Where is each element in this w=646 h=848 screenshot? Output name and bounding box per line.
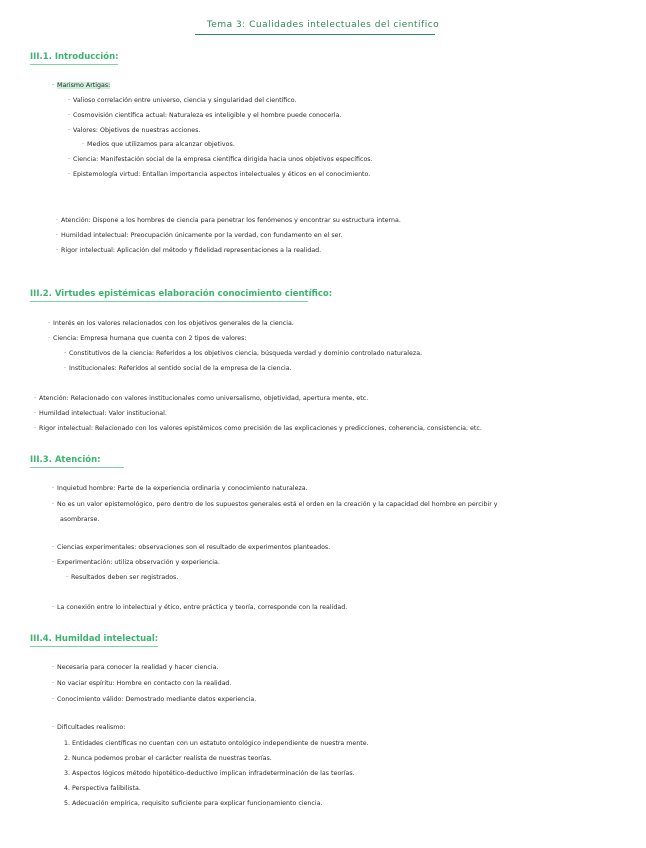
section-heading-1: III.1. Introducción: (30, 52, 119, 62)
list-item: · Humildad intelectual: Preocupación únicamente por la verdad, con fundamento en el ser. (56, 232, 343, 239)
section-underline-4 (30, 646, 158, 647)
list-item: · Experimentación: utiliza observación y experiencia. (52, 559, 220, 566)
list-item: · Cosmovisión científica actual: Naturaleza es inteligible y el hombre puede conocerla. (68, 112, 342, 119)
list-item: · Conocimiento válido: Demostrado mediante datos experiencia. (52, 696, 257, 703)
list-item: · Institucionales: Referidos al sentido social de la empresa de la ciencia. (64, 365, 292, 372)
list-item: · Humildad intelectual: Valor institucional. (34, 410, 167, 417)
section-underline-1 (30, 64, 118, 65)
list-item: · No es un valor epistemológico, pero dentro de los supuestos generales está el orden en la creación y la capacidad del hombre en percibir y (52, 501, 498, 508)
list-item: · Ciencia: Manifestación social de la empresa científica dirigida hacia unos objetivos específicos. (68, 156, 373, 163)
title-underline (195, 34, 435, 35)
list-item: · Valioso correlación entre universo, ciencia y singularidad del científico. (68, 97, 297, 104)
section-underline-3 (30, 467, 124, 468)
list-item: 3. Aspectos lógicos método hipotético-deductivo implican infradeterminación de las teorías. (64, 770, 355, 777)
section-heading-4: III.4. Humildad intelectual: (30, 634, 159, 644)
section-heading-3: III.3. Atención: (30, 455, 101, 465)
list-item: · Inquietud hombre: Parte de la experiencia ordinaria y conocimiento naturaleza. (52, 485, 308, 492)
list-item: 5. Adecuación empírica, requisito suficiente para explicar funcionamiento ciencia. (64, 800, 323, 807)
list-item: asombrarse. (60, 516, 100, 523)
list-item: · Dificultades realismo: (52, 724, 126, 731)
list-item: · Atención: Relacionado con valores institucionales como universalismo, objetividad, apertura mente, etc. (34, 395, 369, 402)
list-item: · Medios que utilizamos para alcanzar objetivos. (82, 141, 235, 148)
list-item: · La conexión entre lo intelectual y ético, entre práctica y teoría, corresponde con la realidad. (52, 604, 348, 611)
list-item: · No vaciar espíritu: Hombre en contacto con la realidad. (52, 680, 232, 687)
list-item: · Resultados deben ser registrados. (66, 574, 179, 581)
list-item: · Necesaria para conocer la realidad y hacer ciencia. (52, 664, 219, 671)
list-item: · Rigor intelectual: Relacionado con los valores epistémicos como precisión de las explicaciones y predicciones, coherencia, consistencia, etc. (34, 425, 482, 432)
list-item: · Marismo Artigas: (52, 82, 111, 89)
list-item: · Ciencias experimentales: observaciones son el resultado de experimentos planteados. (52, 544, 331, 551)
list-item: · Valores: Objetivos de nuestras acciones. (68, 127, 201, 134)
section-heading-2: III.2. Virtudes epistémicas elaboración conocimiento científico: (30, 289, 333, 299)
list-item: · Ciencia: Empresa humana que cuenta con 2 tipos de valores: (48, 335, 247, 342)
list-item: · Atención: Dispone a los hombres de ciencia para penetrar los fenómenos y encontrar su estructura interna. (56, 217, 401, 224)
list-item: 1. Entidades científicas no cuentan con un estatuto ontológico independiente de nuestra mente. (64, 740, 369, 747)
list-item: · Interés en los valores relacionados con los objetivos generales de la ciencia. (48, 320, 294, 327)
page-title: Tema 3: Cualidades intelectuales del científico (206, 20, 440, 30)
section-underline-2 (30, 301, 308, 302)
list-item: · Constitutivos de la ciencia: Referidos a los objetivos ciencia, búsqueda verdad y dominio controlado naturaleza. (64, 350, 423, 357)
list-item: 4. Perspectiva falibilista. (64, 785, 141, 792)
list-item: · Epistemología virtud: Entallan importancia aspectos intelectuales y éticos en el conocimiento. (68, 171, 371, 178)
list-item: · Rigor intelectual: Aplicación del método y fidelidad representaciones a la realidad. (56, 247, 322, 254)
list-item: 2. Nunca podemos probar el carácter realista de nuestras teorías. (64, 755, 272, 762)
